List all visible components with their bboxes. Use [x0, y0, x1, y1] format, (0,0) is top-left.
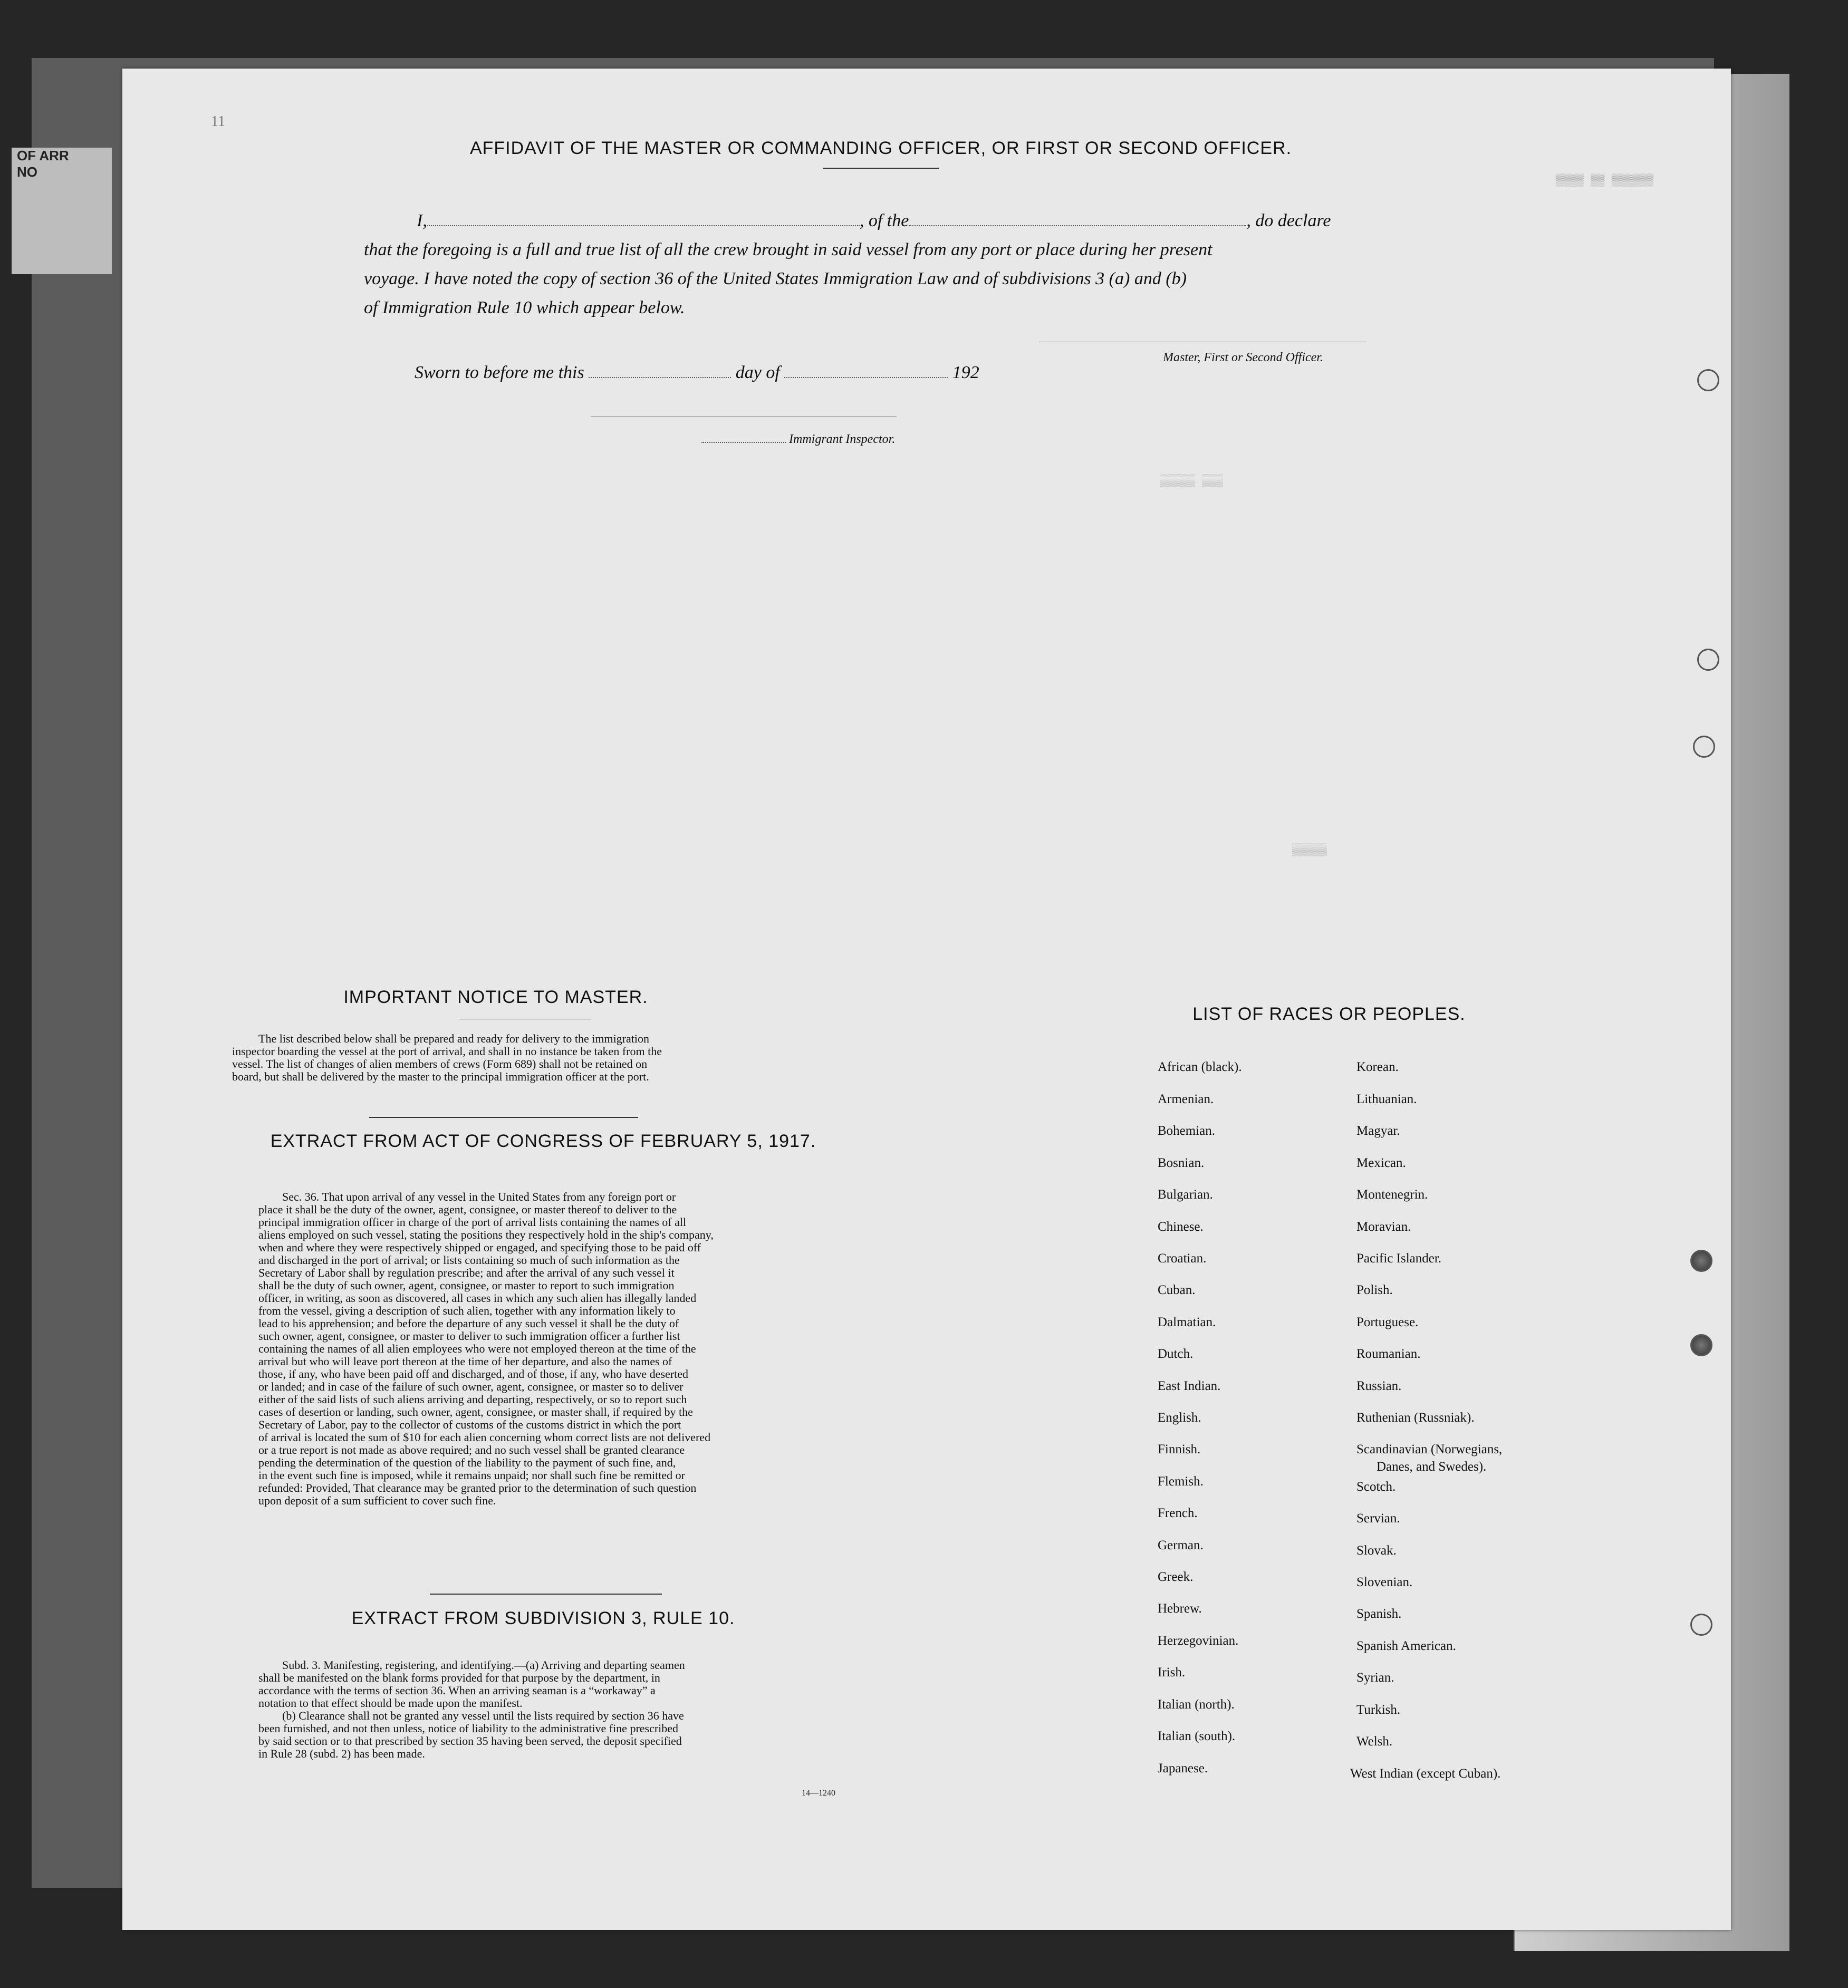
punch-hole	[1693, 736, 1715, 758]
rule-line: accordance with the terms of section 36. When an arriving seaman is a “workaway” a	[258, 1684, 656, 1697]
punch-hole	[1697, 649, 1719, 671]
underlying-page-strip	[12, 148, 112, 274]
act-line: aliens employed on such vessel, stating the positions they respectively hold in the ship's company,	[258, 1228, 714, 1241]
act-line: or a true report is not made as above required; and no such vessel shall be granted clearance	[258, 1443, 685, 1456]
act-line: cases of desertion or landing, such owner, agent, consignee, or master shall, if required by the	[258, 1405, 693, 1418]
bleed-through-text: ▒▒▒▒▒ ▒▒▒	[1160, 475, 1223, 488]
race-left-item: Hebrew.	[1158, 1601, 1202, 1616]
divider	[430, 1594, 662, 1595]
sworn-prefix: Sworn to before me this	[415, 363, 584, 382]
race-left-item: Italian (south).	[1158, 1729, 1236, 1743]
declare-end: , do declare	[1246, 211, 1331, 230]
notice-heading: IMPORTANT NOTICE TO MASTER.	[343, 987, 648, 1007]
act-line: either of the said lists of such aliens arriving and departing, respectively, or so to report such	[258, 1393, 687, 1406]
rule-line: by said section or to that prescribed by section 35 having been served, the deposit specified	[258, 1734, 682, 1748]
race-right-item: Slovak.	[1356, 1543, 1397, 1558]
race-left-item: English.	[1158, 1411, 1201, 1425]
act-line: when and where they were respectively shipped or engaged, and specifying those to be paid off	[258, 1241, 701, 1254]
act-line: upon deposit of a sum sufficient to cover such fine.	[258, 1494, 496, 1507]
divider	[823, 168, 939, 169]
sworn-day-field[interactable]	[589, 377, 731, 378]
race-left-item: German.	[1158, 1538, 1204, 1552]
act-heading: EXTRACT FROM ACT OF CONGRESS OF FEBRUARY 5, 1917.	[270, 1131, 816, 1151]
notice-line: vessel. The list of changes of alien members of crews (Form 689) shall not be retained on	[232, 1057, 648, 1070]
inspector-signature-caption	[701, 432, 895, 447]
race-left-item: East Indian.	[1158, 1379, 1221, 1393]
act-line: from the vessel, giving a description of such alien, together with any information likely to	[258, 1304, 676, 1317]
act-line: in the event such fine is imposed, while it remains unpaid; nor shall such fine be remitted or	[258, 1469, 685, 1482]
rule-line: notation to that effect should be made upon the manifest.	[258, 1696, 523, 1710]
race-right-item: Welsh.	[1356, 1734, 1393, 1749]
declaration-line-1	[417, 211, 1382, 231]
form-number: 14—1240	[802, 1789, 835, 1798]
rule-line: shall be manifested on the blank forms provided for that purpose by the department, in	[258, 1671, 660, 1684]
act-line: arrival but who will leave port thereon at the time of her departure, and also the names of	[258, 1355, 672, 1368]
act-line: such owner, agent, consignee, or master to deliver to such immigration officer a further list	[258, 1329, 680, 1343]
race-right-item: Mexican.	[1356, 1156, 1406, 1170]
race-left-item: Japanese.	[1158, 1761, 1208, 1775]
declare-of-the: , of the	[859, 211, 909, 230]
race-right-item: Magyar.	[1356, 1124, 1400, 1138]
race-left-item: Dutch.	[1158, 1347, 1194, 1361]
rule-line: (b) Clearance shall not be granted any vessel until the lists required by section 36 have	[282, 1709, 684, 1722]
notice-line: board, but shall be delivered by the master to the principal immigration officer at the port.	[232, 1070, 649, 1083]
race-right-item: Spanish American.	[1356, 1639, 1456, 1653]
master-name-field[interactable]	[427, 225, 860, 226]
race-right-item: Slovenian.	[1356, 1575, 1413, 1589]
act-line: place it shall be the duty of the owner, agent, consignee, or master thereof to deliver to the	[258, 1203, 677, 1216]
race-left-item: Flemish.	[1158, 1474, 1204, 1489]
bleed-through-text: ▒▒▒▒▒	[1292, 844, 1327, 857]
punch-hole	[1690, 1334, 1712, 1356]
sworn-day-of: day of	[735, 363, 780, 382]
notice-line: The list described below shall be prepared and ready for delivery to the immigration	[258, 1032, 650, 1045]
vessel-name-field[interactable]	[909, 225, 1246, 226]
race-left-item: Bosnian.	[1158, 1156, 1205, 1170]
race-right-item: Ruthenian (Russniak).	[1356, 1411, 1475, 1425]
race-right-item: Scandinavian (Norwegians,	[1356, 1442, 1503, 1456]
race-right-item: Polish.	[1356, 1283, 1393, 1297]
declare-i: I,	[417, 211, 427, 230]
race-right-item: West Indian (except Cuban).	[1350, 1767, 1501, 1781]
act-line: lead to his apprehension; and before the departure of any such vessel it shall be the duty of	[258, 1317, 679, 1330]
race-right-item: Servian.	[1356, 1511, 1400, 1526]
act-line: officer, in writing, as soon as discovered, all cases in which any such alien has illegally landed	[258, 1291, 697, 1305]
act-line: of arrival is located the sum of $10 for each alien concerning whom correct lists are not delivered	[258, 1431, 711, 1444]
notice-line: inspector boarding the vessel at the port of arrival, and shall in no instance be taken from the	[232, 1045, 662, 1058]
declaration-line-2: that the foregoing is a full and true list of all the crew brought in said vessel from any port or place during her present	[364, 240, 1212, 259]
rule-line: Subd. 3. Manifesting, registering, and identifying.—(a) Arriving and departing seamen	[282, 1658, 685, 1672]
race-left-item: Croatian.	[1158, 1251, 1207, 1266]
race-right-item: Syrian.	[1356, 1671, 1394, 1685]
rule-heading: EXTRACT FROM SUBDIVISION 3, RULE 10.	[351, 1608, 735, 1628]
race-right-item: Pacific Islander.	[1356, 1251, 1442, 1266]
declaration-line-4: of Immigration Rule 10 which appear below.	[364, 298, 685, 317]
race-right-item: Danes, and Swedes).	[1377, 1460, 1487, 1474]
race-right-item: Portuguese.	[1356, 1315, 1419, 1329]
races-heading: LIST OF RACES OR PEOPLES.	[1192, 1004, 1466, 1024]
act-line: refunded: Provided, That clearance may be granted prior to the determination of such question	[258, 1481, 697, 1494]
race-left-item: Finnish.	[1158, 1442, 1201, 1456]
affidavit-heading: AFFIDAVIT OF THE MASTER OR COMMANDING OFFICER, OR FIRST OR SECOND OFFICER.	[469, 138, 1292, 158]
act-line: containing the names of all alien employees who were not employed thereon at the time of the	[258, 1342, 696, 1355]
side-label-arrival: OF ARR	[17, 148, 69, 163]
race-right-item: Montenegrin.	[1356, 1188, 1428, 1202]
act-line: Sec. 36. That upon arrival of any vessel in the United States from any foreign port or	[282, 1190, 676, 1203]
act-line: shall be the duty of such owner, agent, consignee, or master to report to such immigration	[258, 1279, 675, 1292]
act-line: or landed; and in case of the failure of such owner, agent, consignee, or master so to deliver	[258, 1380, 684, 1393]
race-left-item: Cuban.	[1158, 1283, 1196, 1297]
race-right-item: Lithuanian.	[1356, 1092, 1417, 1106]
notice-text	[232, 1032, 854, 1083]
race-left-item: Bohemian.	[1158, 1124, 1216, 1138]
act-line: Secretary of Labor shall by regulation prescribe; and after the arrival of any such vessel it	[258, 1266, 675, 1279]
race-left-item: Herzegovinian.	[1158, 1634, 1239, 1648]
act-line: those, if any, who have been paid off and discharged, and of those, if any, who have deserted	[258, 1367, 688, 1381]
race-left-item: Chinese.	[1158, 1220, 1204, 1234]
rule-text	[258, 1659, 852, 1760]
inspector-caption-text: Immigrant Inspector.	[789, 432, 896, 446]
race-left-item: Bulgarian.	[1158, 1188, 1213, 1202]
master-signature-caption: Master, First or Second Officer.	[1163, 351, 1323, 364]
sworn-month-field[interactable]	[784, 377, 948, 378]
race-right-item: Korean.	[1356, 1060, 1399, 1074]
act-line: principal immigration officer in charge of the port of arrival lists containing the names of all	[258, 1215, 687, 1229]
race-left-item: African (black).	[1158, 1060, 1242, 1074]
rule-line: in Rule 28 (subd. 2) has been made.	[258, 1747, 425, 1760]
race-right-item: Russian.	[1356, 1379, 1402, 1393]
act-line: and discharged in the port of arrival; or lists containing so much of such information as the	[258, 1253, 680, 1267]
act-text	[258, 1191, 852, 1507]
divider	[369, 1117, 638, 1118]
inspector-leader	[701, 442, 786, 443]
race-left-item: Armenian.	[1158, 1092, 1214, 1106]
declaration-line-3: voyage. I have noted the copy of section 36 of the United States Immigration Law and of subdivisions 3 (a) and (b)	[364, 269, 1187, 288]
race-right-item: Spanish.	[1356, 1607, 1402, 1621]
race-left-item: Irish.	[1158, 1665, 1186, 1680]
sworn-year: 192	[952, 363, 979, 382]
bleed-through-text: ▒▒▒▒ ▒▒ ▒▒▒▒▒▒	[1556, 174, 1653, 187]
race-left-item: Dalmatian.	[1158, 1315, 1216, 1329]
race-right-item: Turkish.	[1356, 1703, 1401, 1717]
side-label-no: NO	[17, 164, 37, 180]
punch-hole	[1690, 1250, 1712, 1272]
act-line: Secretary of Labor, pay to the collector of customs of the customs district in which the port	[258, 1418, 681, 1431]
race-left-item: Italian (north).	[1158, 1697, 1235, 1712]
race-right-item: Roumanian.	[1356, 1347, 1421, 1361]
sworn-line	[415, 363, 979, 383]
rule-line: been furnished, and not then unless, notice of liability to the administrative fine prescribed	[258, 1722, 679, 1735]
race-right-item: Moravian.	[1356, 1220, 1411, 1234]
act-line: pending the determination of the question of the liability to the payment of such fine, and,	[258, 1456, 676, 1469]
race-right-item: Scotch.	[1356, 1480, 1396, 1494]
race-left-item: Greek.	[1158, 1570, 1194, 1584]
punch-hole	[1690, 1614, 1712, 1636]
page-number: 11	[211, 113, 225, 130]
race-left-item: French.	[1158, 1506, 1198, 1520]
punch-hole	[1697, 369, 1719, 391]
